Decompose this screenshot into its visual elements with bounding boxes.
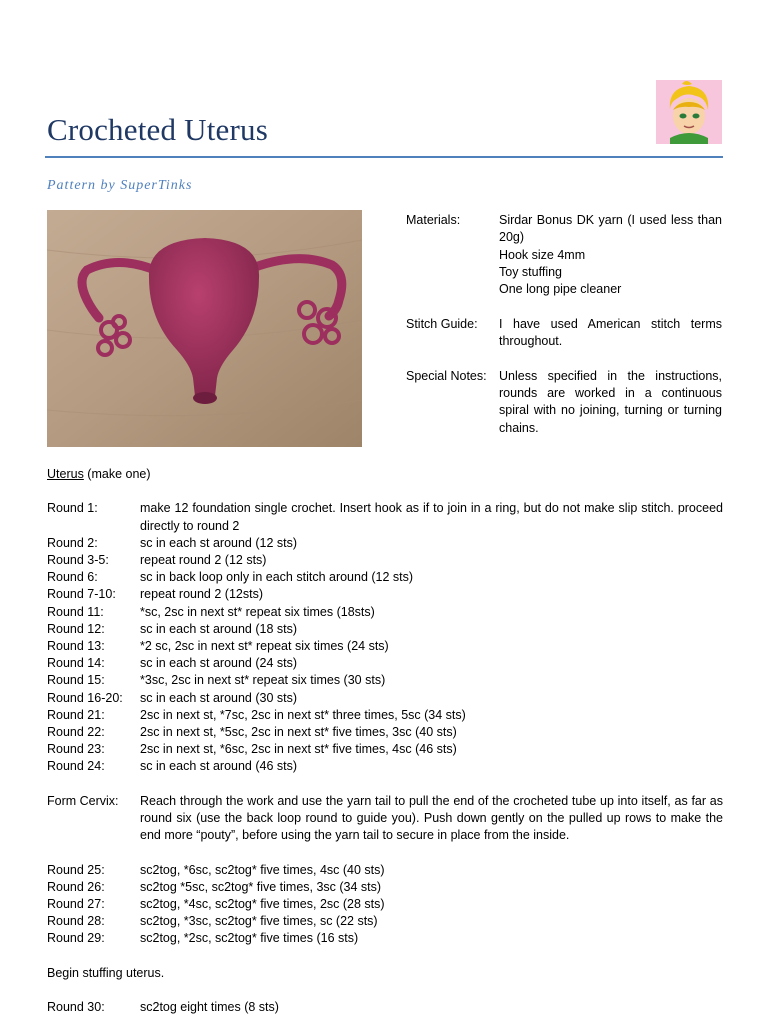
round-label: Round 22: (47, 725, 105, 740)
title-divider (45, 156, 723, 158)
stitch-guide-text: I have used American stitch terms throughout. (499, 316, 722, 349)
round-text: sc2tog, *2sc, sc2tog* five times (16 sts) (140, 931, 359, 946)
materials-item: Hook size 4mm (499, 247, 586, 262)
round-label: Round 21: (47, 707, 105, 722)
materials-panel (406, 212, 722, 437)
materials-list (499, 212, 722, 298)
cervix-text: Reach through the work and use the yarn tail to pull the end of the crocheted tube up into itself, as far as round six (use the back loop round to guide you). Push down gently on the pulled up rows to make the end more “pouty”, before using the yarn tail to secure in place from the inside. (140, 793, 723, 843)
round-text: 2sc in next st, *7sc, 2sc in next st* three times, 5sc (34 sts) (140, 707, 466, 722)
special-notes-text: Unless specified in the instructions, rounds are worked in a continuous spiral with no joining, turning or turning chains. (499, 368, 722, 435)
round-label: Round 26: (47, 879, 105, 894)
round-text: 2sc in next st, *5sc, 2sc in next st* five times, 3sc (40 sts) (140, 725, 457, 740)
special-notes-label: Special Notes: (406, 368, 487, 383)
pattern-instructions (47, 466, 723, 1016)
round-row (47, 724, 723, 741)
fairy-logo (656, 80, 722, 144)
round-text: sc in back loop only in each stitch around (12 sts) (140, 570, 414, 585)
round-text: sc in each st around (18 sts) (140, 621, 298, 636)
section-title-suffix: (make one) (83, 467, 151, 481)
round-row (47, 586, 723, 603)
round-list (47, 500, 723, 775)
materials-item: Sirdar Bonus DK yarn (I used less than 20g) (499, 213, 722, 245)
round-row (47, 707, 723, 724)
round-row (47, 500, 723, 534)
round-row (47, 930, 723, 947)
round-row (47, 879, 723, 896)
round-text: sc in each st around (46 sts) (140, 759, 298, 774)
round-text: sc2tog, *4sc, sc2tog* five times, 2sc (28 sts) (140, 897, 385, 912)
round-text: repeat round 2 (12sts) (140, 587, 263, 602)
round-row (47, 758, 723, 775)
round-row (47, 552, 723, 569)
round-row (47, 604, 723, 621)
round-label: Round 23: (47, 742, 105, 757)
materials-label: Materials: (406, 213, 461, 227)
round-label: Round 25: (47, 862, 105, 877)
pattern-author: Pattern by SuperTinks (47, 178, 193, 193)
round-list (47, 862, 723, 948)
round-text: sc2tog eight times (8 sts) (140, 1000, 279, 1015)
round-label: Round 29: (47, 931, 105, 946)
round-row (47, 913, 723, 930)
round-label: Round 16-20: (47, 690, 123, 705)
cervix-label: Form Cervix: (47, 793, 119, 808)
stitch-guide-label: Stitch Guide: (406, 316, 478, 331)
round-text: sc in each st around (30 sts) (140, 690, 298, 705)
round-row (47, 569, 723, 586)
round-text: sc in each st around (24 sts) (140, 656, 298, 671)
round-label: Round 6: (47, 570, 98, 585)
round-text: *2 sc, 2sc in next st* repeat six times (24 sts) (140, 639, 389, 654)
round-label: Round 14: (47, 656, 105, 671)
round-row (47, 896, 723, 913)
round-text: repeat round 2 (12 sts) (140, 553, 267, 567)
cervix-step (47, 793, 723, 845)
section-heading (47, 466, 723, 483)
round-label: Round 11: (47, 604, 104, 619)
round-label: Round 1: (47, 501, 98, 516)
materials-item: Toy stuffing (499, 264, 563, 279)
round-label: Round 15: (47, 673, 105, 688)
round-text: *sc, 2sc in next st* repeat six times (18sts) (140, 604, 375, 619)
round-row (47, 638, 723, 655)
round-label: Round 24: (47, 759, 105, 774)
round-row (47, 999, 723, 1016)
round-text: *3sc, 2sc in next st* repeat six times (30 sts) (140, 673, 386, 688)
round-label: Round 13: (47, 639, 105, 654)
round-label: Round 12: (47, 621, 105, 636)
round-row (47, 655, 723, 672)
page-title: Crocheted Uterus (47, 112, 268, 147)
round-label: Round 7-10: (47, 587, 116, 602)
round-text: sc2tog *5sc, sc2tog* five times, 3sc (34 sts) (140, 879, 382, 894)
stuffing-note: Begin stuffing uterus. (47, 965, 165, 980)
round-row (47, 672, 723, 689)
round-text: 2sc in next st, *6sc, 2sc in next st* five times, 4sc (46 sts) (140, 742, 457, 757)
round-text: sc2tog, *3sc, sc2tog* five times, sc (22 sts) (140, 914, 378, 929)
round-label: Round 28: (47, 914, 105, 929)
round-row (47, 535, 723, 552)
round-label: Round 2: (47, 535, 98, 550)
round-text: sc in each st around (12 sts) (140, 535, 298, 550)
round-row (47, 862, 723, 879)
round-row (47, 690, 723, 707)
section-title: Uterus (47, 467, 84, 481)
round-row (47, 741, 723, 758)
crocheted-uterus-photo (47, 210, 362, 447)
round-text: make 12 foundation single crochet. Insert hook as if to join in a ring, but do not make slip stitch. proceed directly to round 2 (140, 501, 723, 533)
round-row (47, 621, 723, 638)
round-label: Round 3-5: (47, 553, 109, 567)
round-label: Round 30: (47, 1000, 105, 1015)
round-text: sc2tog, *6sc, sc2tog* five times, 4sc (40 sts) (140, 862, 385, 877)
materials-item: One long pipe cleaner (499, 282, 622, 297)
round-list (47, 999, 723, 1016)
round-label: Round 27: (47, 897, 105, 912)
